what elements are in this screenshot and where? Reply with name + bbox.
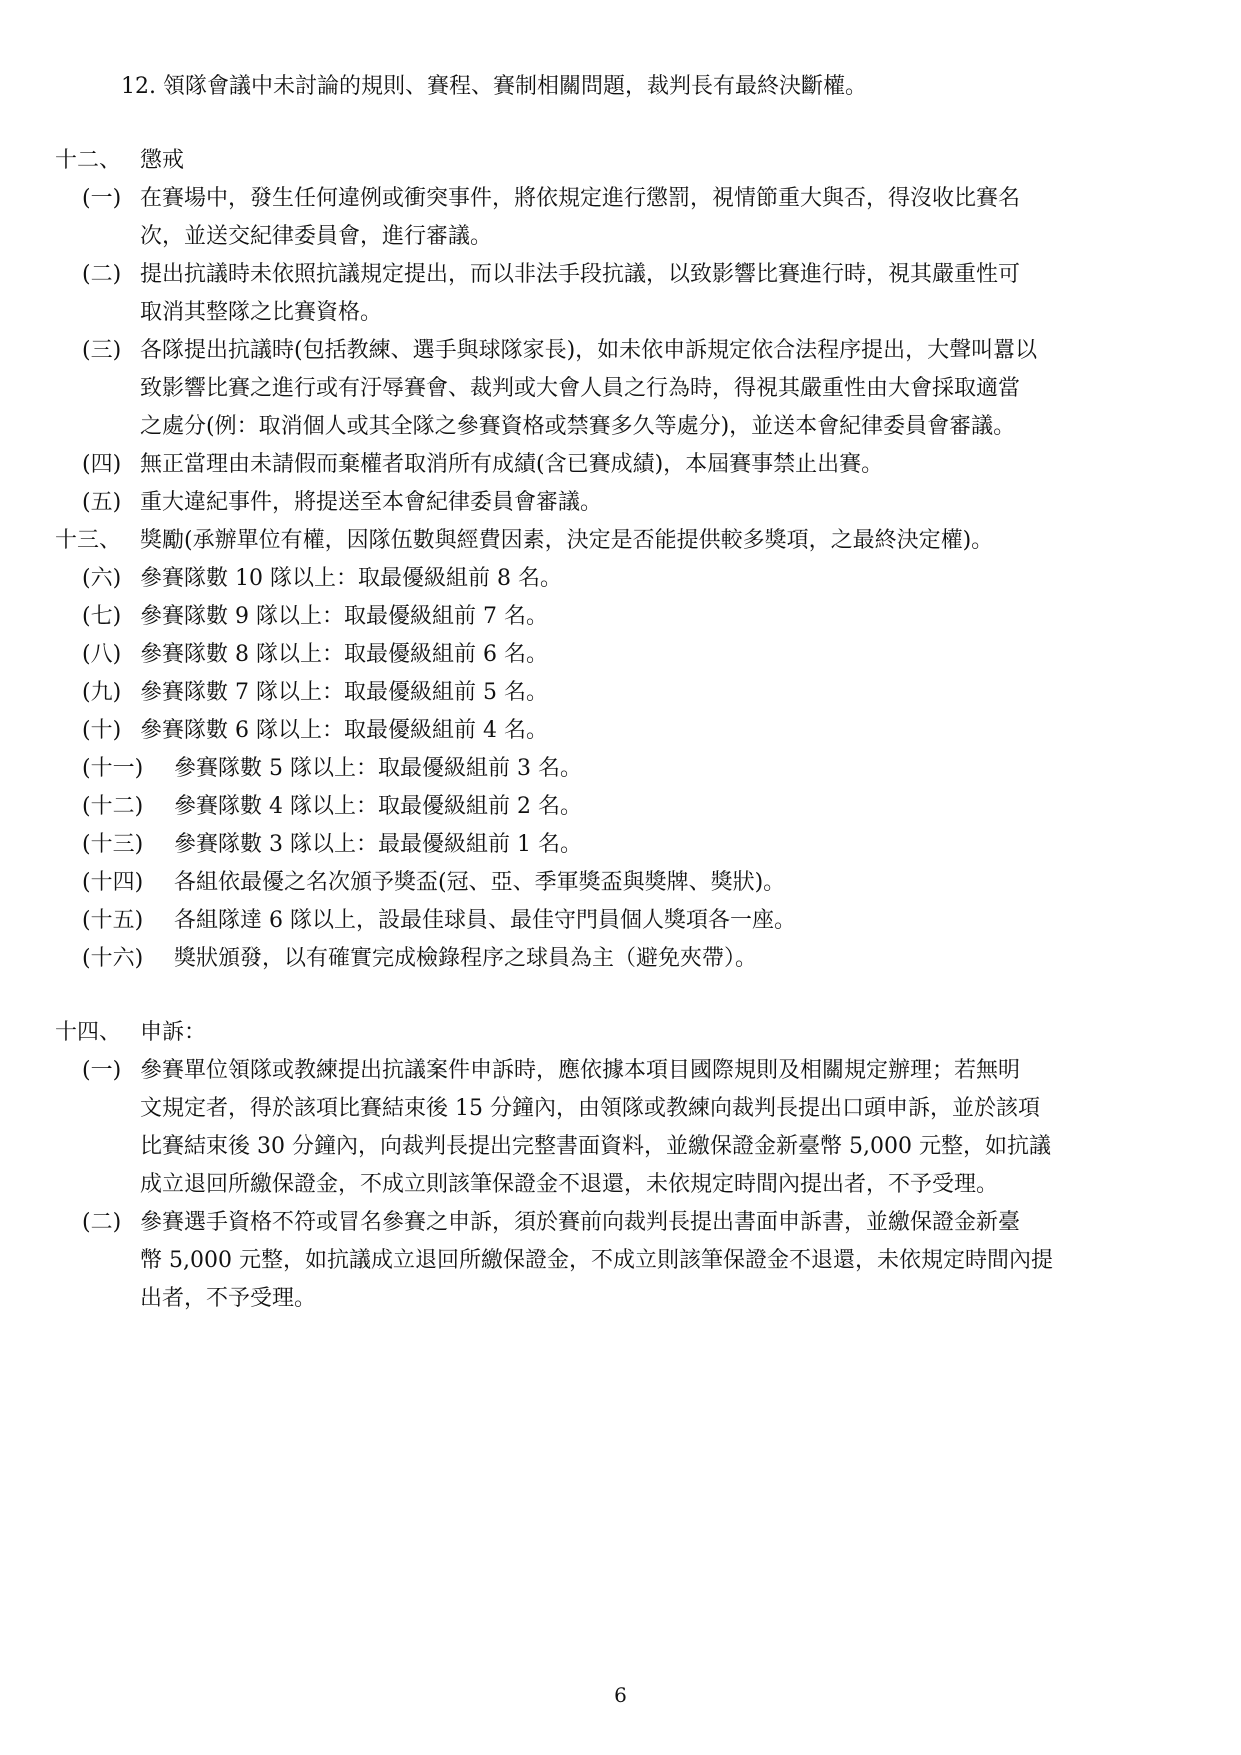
s12-item-1-number: (一)	[82, 186, 122, 211]
item-12: 12. 領隊會議中未討論的規則、賽程、賽制相關問題，裁判長有最終決斷權。	[121, 74, 867, 99]
s13-item-13-number: (十三)	[82, 832, 144, 857]
s14-item-1-line-4: 成立退回所繳保證金，不成立則該筆保證金不退還，未依規定時間內提出者，不予受理。	[140, 1172, 999, 1197]
s13-item-6-text: 參賽隊數 10 隊以上：取最優級組前 8 名。	[140, 566, 562, 591]
s13-item-15-number: (十五)	[82, 908, 144, 933]
s13-item-9-number: (九)	[82, 680, 122, 705]
section-14-number: 十四、	[55, 1020, 122, 1045]
s13-item-10-text: 參賽隊數 6 隊以上：取最優級組前 4 名。	[140, 718, 548, 743]
s13-item-13-text: 參賽隊數 3 隊以上：最最優級組前 1 名。	[174, 832, 582, 857]
s13-item-6-number: (六)	[82, 566, 122, 591]
s12-item-3-number: (三)	[82, 338, 122, 363]
section-13-number: 十三、	[55, 528, 122, 553]
s13-item-16-text: 獎狀頒發，以有確實完成檢錄程序之球員為主（避免夾帶）。	[174, 946, 758, 971]
s12-item-4-number: (四)	[82, 452, 122, 477]
s13-item-8-number: (八)	[82, 642, 122, 667]
s13-item-9-text: 參賽隊數 7 隊以上：取最優級組前 5 名。	[140, 680, 548, 705]
s13-item-11-text: 參賽隊數 5 隊以上：取最優級組前 3 名。	[174, 756, 582, 781]
s12-item-3-line-2: 致影響比賽之進行或有汙辱賽會、裁判或大會人員之行為時，得視其嚴重性由大會採取適當	[140, 376, 1021, 401]
s14-item-1-line-3: 比賽結束後 30 分鐘內，向裁判長提出完整書面資料，並繳保證金新臺幣 5,000 元整，如抗議	[140, 1134, 1051, 1159]
s13-item-16-number: (十六)	[82, 946, 144, 971]
s13-item-8-text: 參賽隊數 8 隊以上：取最優級組前 6 名。	[140, 642, 548, 667]
s14-item-2-line-2: 幣 5,000 元整，如抗議成立退回所繳保證金，不成立則該筆保證金不退還，未依規定時間內提	[140, 1248, 1053, 1273]
s12-item-1-line-1: 在賽場中，發生任何違例或衝突事件，將依規定進行懲罰，視情節重大與否，得沒收比賽名	[140, 186, 1021, 211]
s12-item-4-line-1: 無正當理由未請假而棄權者取消所有成績(含已賽成績)，本屆賽事禁止出賽。	[140, 452, 884, 477]
s12-item-2-number: (二)	[82, 262, 122, 287]
s13-item-14-number: (十四)	[82, 870, 144, 895]
section-14-title: 申訴：	[140, 1020, 207, 1045]
s14-item-1-line-1: 參賽單位領隊或教練提出抗議案件申訴時，應依據本項目國際規則及相關規定辦理；若無明	[140, 1058, 1021, 1083]
s14-item-1-line-2: 文規定者，得於該項比賽結束後 15 分鐘內，由領隊或教練向裁判長提出口頭申訴，並於該項	[140, 1096, 1040, 1121]
s13-item-10-number: (十)	[82, 718, 122, 743]
section-12-title: 懲戒	[140, 148, 185, 173]
s12-item-1-line-2: 次，並送交紀律委員會，進行審議。	[140, 224, 493, 249]
s13-item-7-text: 參賽隊數 9 隊以上：取最優級組前 7 名。	[140, 604, 548, 629]
section-12-number: 十二、	[55, 148, 122, 173]
s14-item-2-line-3: 出者，不予受理。	[140, 1286, 317, 1311]
s13-item-12-number: (十二)	[82, 794, 144, 819]
s13-item-14-text: 各組依最優之名次頒予獎盃(冠、亞、季軍獎盃與獎牌、獎狀)。	[174, 870, 786, 895]
s13-item-7-number: (七)	[82, 604, 122, 629]
section-13-title: 獎勵(承辦單位有權，因隊伍數與經費因素，決定是否能提供較多獎項，之最終決定權)。	[140, 528, 994, 553]
s12-item-5-number: (五)	[82, 490, 122, 515]
s12-item-3-line-1: 各隊提出抗議時(包括教練、選手與球隊家長)，如未依申訴規定依合法程序提出，大聲叫囂以	[140, 338, 1038, 363]
s12-item-5-line-1: 重大違紀事件，將提送至本會紀律委員會審議。	[140, 490, 603, 515]
s12-item-3-line-3: 之處分(例：取消個人或其全隊之參賽資格或禁賽多久等處分)，並送本會紀律委員會審議。	[140, 414, 1016, 439]
s14-item-1-number: (一)	[82, 1058, 122, 1083]
s13-item-11-number: (十一)	[82, 756, 144, 781]
s13-item-15-text: 各組隊達 6 隊以上，設最佳球員、最佳守門員個人獎項各一座。	[174, 908, 796, 933]
page-number: 6	[614, 1683, 627, 1707]
s13-item-12-text: 參賽隊數 4 隊以上：取最優級組前 2 名。	[174, 794, 582, 819]
s14-item-2-number: (二)	[82, 1210, 122, 1235]
s12-item-2-line-2: 取消其整隊之比賽資格。	[140, 300, 383, 325]
s12-item-2-line-1: 提出抗議時未依照抗議規定提出，而以非法手段抗議，以致影響比賽進行時，視其嚴重性可	[140, 262, 1021, 287]
s14-item-2-line-1: 參賽選手資格不符或冒名參賽之申訴，須於賽前向裁判長提出書面申訴書，並繳保證金新臺	[140, 1210, 1021, 1235]
